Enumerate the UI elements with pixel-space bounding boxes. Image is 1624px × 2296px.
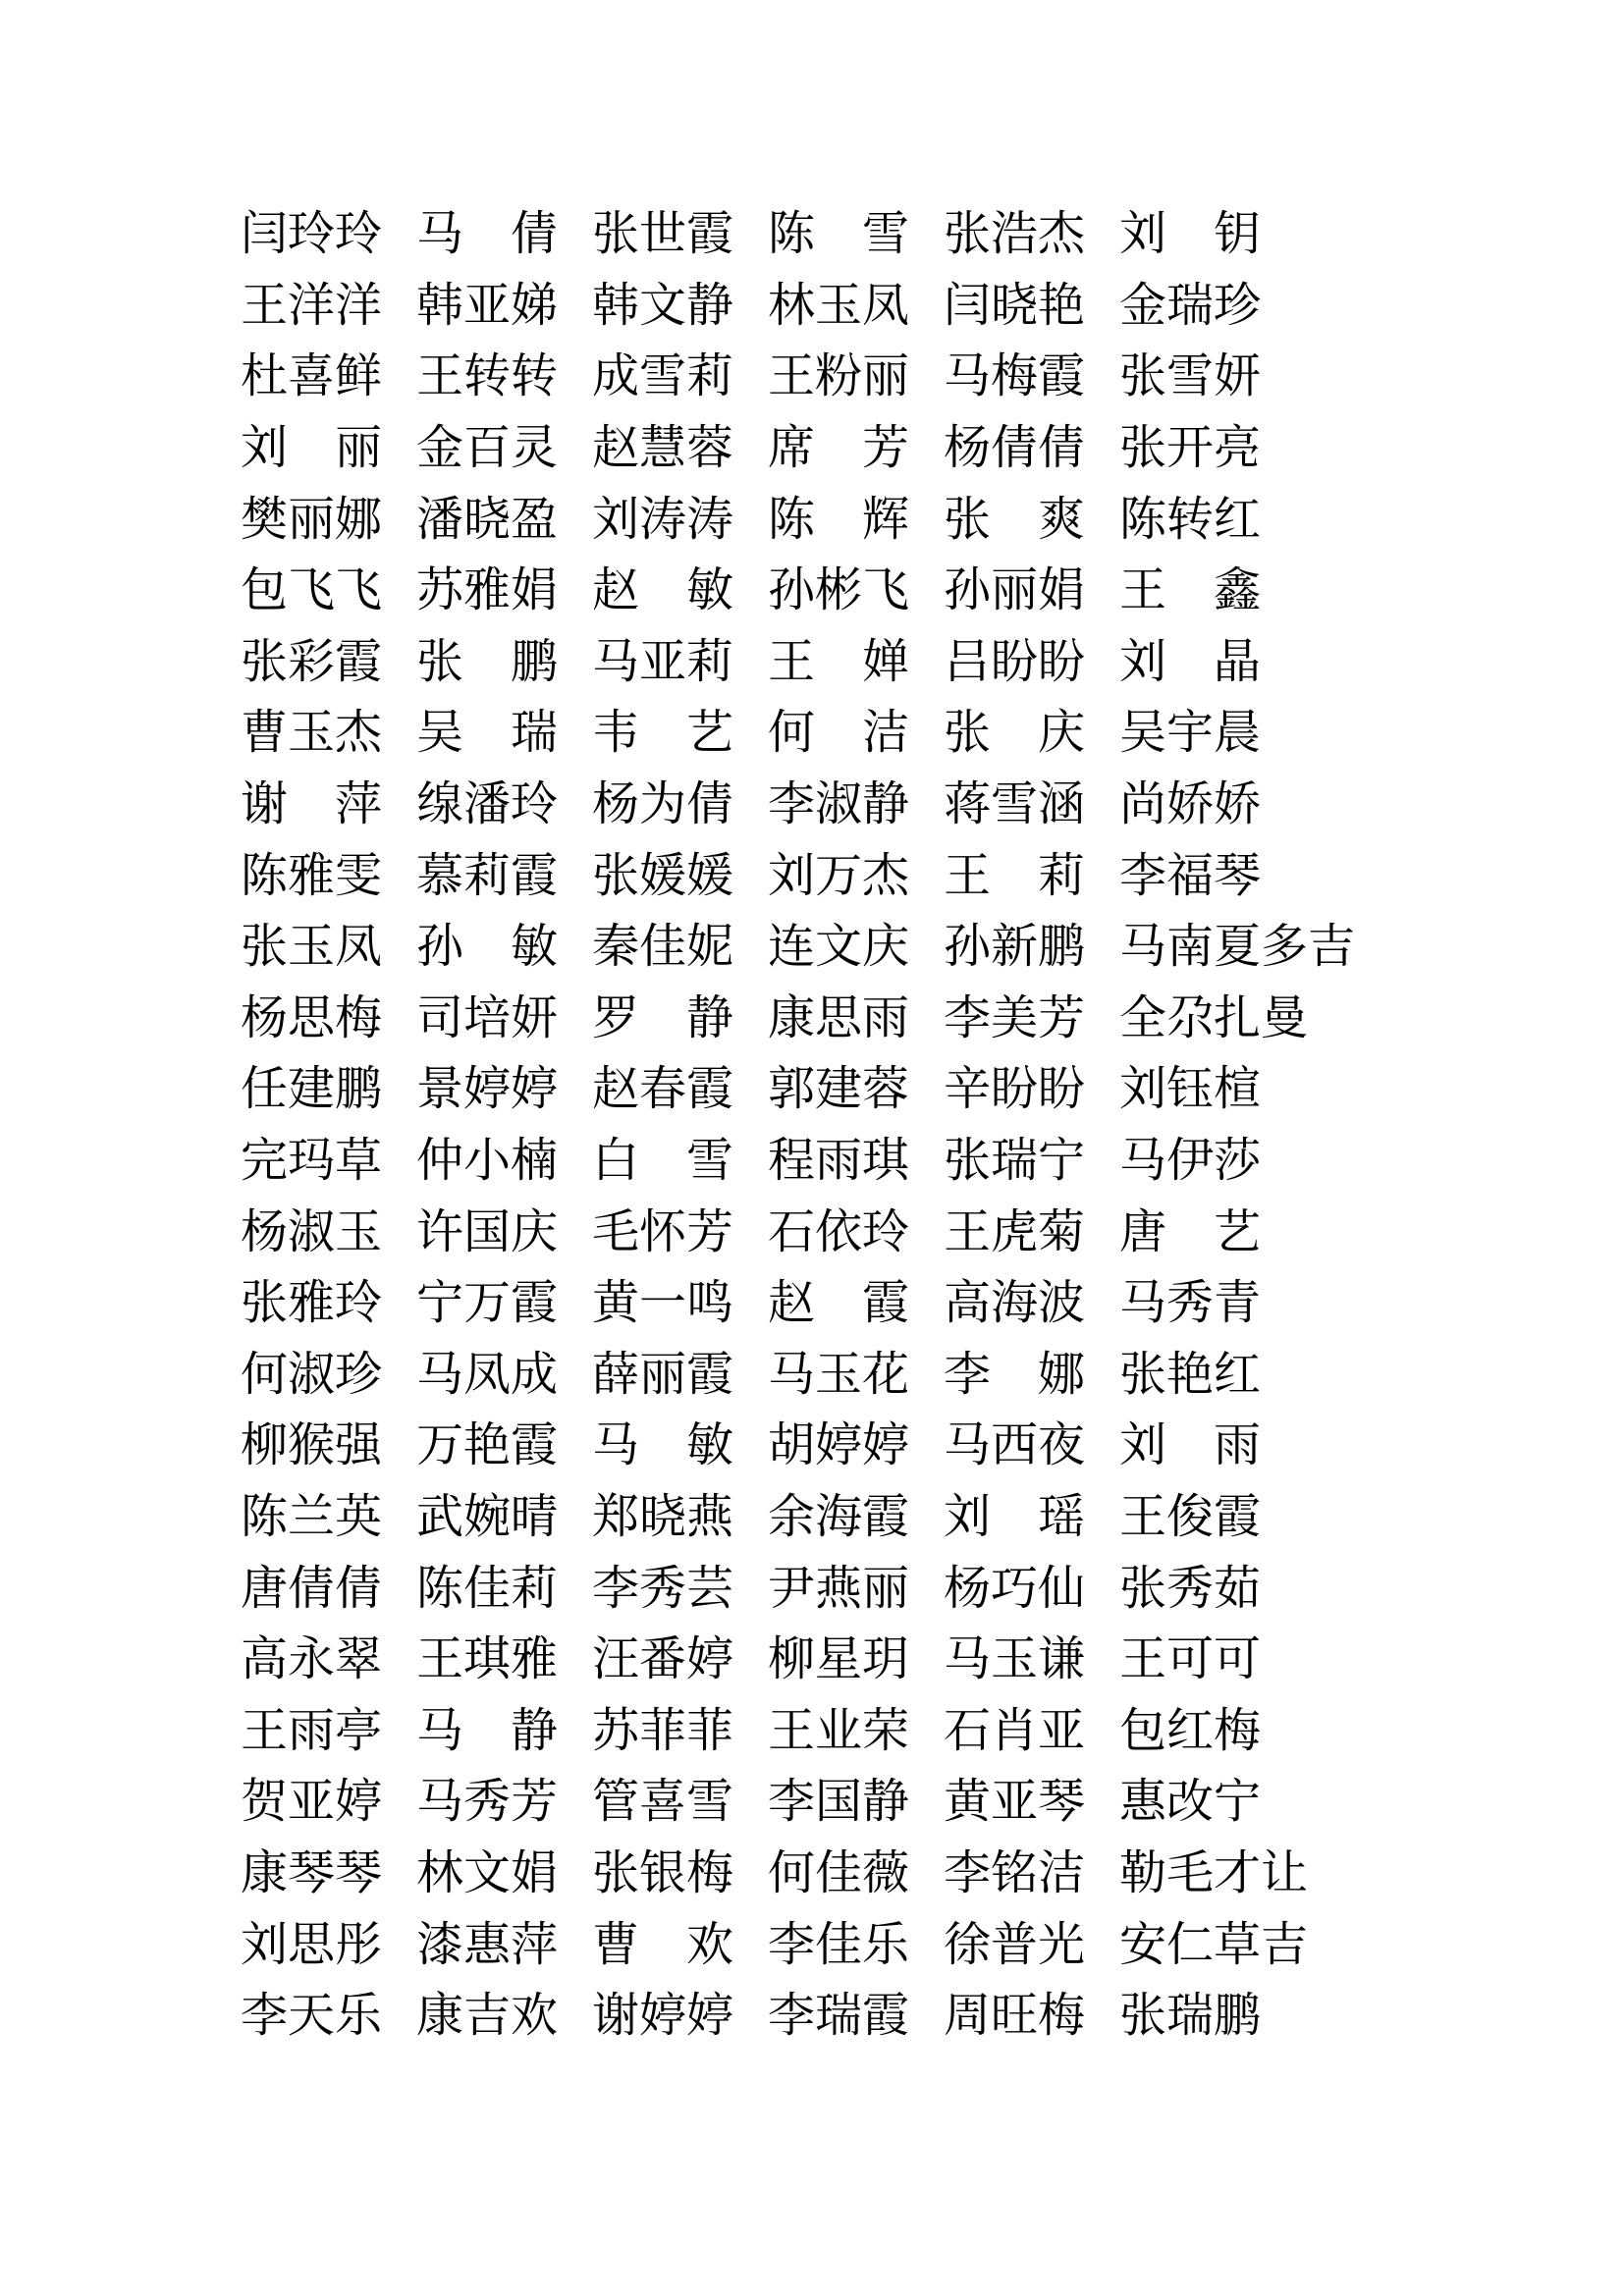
person-name: 赵春霞 [592, 1063, 734, 1116]
name-row [241, 770, 1355, 841]
person-name: 康琴琴 [241, 1846, 383, 1899]
person-name: 李秀芸 [592, 1562, 734, 1615]
person-name: 宁万霞 [416, 1277, 559, 1330]
person-name: 陈转红 [1119, 493, 1262, 546]
person-name: 席芳 [768, 422, 909, 475]
person-name: 周旺梅 [944, 1990, 1086, 2043]
person-name: 蒋雪涵 [944, 778, 1086, 831]
person-name: 赵霞 [768, 1277, 909, 1330]
person-name: 刘丽 [241, 422, 382, 475]
person-name: 马秀青 [1119, 1277, 1262, 1330]
person-name: 高海波 [944, 1277, 1086, 1330]
person-name: 刘钥 [1119, 208, 1261, 261]
person-name: 谢婷婷 [592, 1990, 734, 2043]
person-name: 刘钰楦 [1119, 1063, 1262, 1116]
person-name: 马倩 [416, 208, 558, 261]
person-name: 张浩杰 [944, 208, 1086, 261]
name-row [241, 484, 1355, 556]
name-row [241, 1767, 1355, 1839]
person-name: 汪番婷 [592, 1633, 734, 1686]
person-name: 黄一鸣 [592, 1277, 734, 1330]
person-name: 石依玲 [768, 1205, 910, 1258]
person-name: 马西夜 [944, 1419, 1086, 1472]
name-row [241, 1909, 1355, 1981]
name-row [241, 840, 1355, 912]
person-name: 马秀芳 [416, 1776, 559, 1829]
person-name: 王琪雅 [416, 1633, 559, 1686]
person-name: 景婷婷 [416, 1063, 559, 1116]
person-name: 马伊莎 [1119, 1135, 1262, 1188]
name-row [241, 1054, 1355, 1126]
person-name: 勒毛才让 [1119, 1846, 1309, 1899]
person-name: 张庆 [944, 707, 1085, 760]
person-name: 柳猴强 [241, 1419, 383, 1472]
person-name: 刘涛涛 [592, 493, 734, 546]
person-name: 司培妍 [416, 991, 559, 1044]
person-name: 漆惠萍 [416, 1918, 559, 1971]
person-name: 张爽 [944, 493, 1085, 546]
person-name: 黄亚琴 [944, 1776, 1086, 1829]
person-name: 王莉 [944, 849, 1085, 902]
person-name: 赵慧蓉 [592, 422, 734, 475]
name-row [241, 1197, 1355, 1268]
person-name: 张世霞 [592, 208, 734, 261]
person-name: 全尕扎曼 [1119, 991, 1309, 1044]
person-name: 李瑞霞 [768, 1990, 910, 2043]
name-row [241, 627, 1355, 699]
person-name: 徐普光 [944, 1918, 1086, 1971]
person-name: 罗静 [592, 991, 733, 1044]
person-name: 孙彬飞 [768, 564, 910, 617]
person-name: 惠改宁 [1119, 1776, 1262, 1829]
person-name: 仲小楠 [416, 1135, 559, 1188]
name-row [241, 984, 1355, 1055]
person-name: 孙丽娟 [944, 564, 1086, 617]
name-row [241, 1411, 1355, 1482]
person-name: 吴宇晨 [1119, 707, 1262, 760]
person-name: 张雅玲 [241, 1277, 383, 1330]
name-row [241, 413, 1355, 485]
person-name: 张艳红 [1119, 1348, 1262, 1401]
person-name: 王粉丽 [768, 350, 910, 403]
person-name: 缐潘玲 [416, 778, 559, 831]
person-name: 贺亚婷 [241, 1776, 383, 1829]
person-name: 包飞飞 [241, 564, 383, 617]
person-name: 王业荣 [768, 1704, 910, 1757]
person-name: 马亚莉 [592, 635, 734, 688]
person-name: 王鑫 [1119, 564, 1261, 617]
person-name: 王洋洋 [241, 279, 383, 332]
person-name: 尹燕丽 [768, 1562, 910, 1615]
person-name: 张玉凤 [241, 921, 383, 974]
person-name: 李娜 [944, 1348, 1085, 1401]
person-name: 石肖亚 [944, 1704, 1086, 1757]
person-name: 马玉谦 [944, 1633, 1086, 1686]
person-name: 白雪 [592, 1135, 733, 1188]
person-name: 李福琴 [1119, 849, 1262, 902]
person-name: 郭建蓉 [768, 1063, 910, 1116]
person-name: 马南夏多吉 [1119, 921, 1356, 974]
person-name: 杨倩倩 [944, 422, 1086, 475]
person-name: 张开亮 [1119, 422, 1262, 475]
person-name: 张瑞宁 [944, 1135, 1086, 1188]
name-row [241, 1126, 1355, 1198]
name-row [241, 556, 1355, 627]
name-row [241, 1695, 1355, 1767]
person-name: 刘思彤 [241, 1918, 383, 1971]
person-name: 完玛草 [241, 1135, 383, 1188]
person-name: 曹玉杰 [241, 707, 383, 760]
person-name: 闫晓艳 [944, 279, 1086, 332]
person-name: 李淑静 [768, 778, 910, 831]
person-name: 万艳霞 [416, 1419, 559, 1472]
person-name: 杨思梅 [241, 991, 383, 1044]
person-name: 杨淑玉 [241, 1205, 383, 1258]
person-name: 康思雨 [768, 991, 910, 1044]
person-name: 韦艺 [592, 707, 733, 760]
person-name: 韩文静 [592, 279, 734, 332]
name-row [241, 1553, 1355, 1625]
name-row [241, 199, 1355, 271]
person-name: 王转转 [416, 350, 559, 403]
person-name: 张雪妍 [1119, 350, 1262, 403]
person-name: 马梅霞 [944, 350, 1086, 403]
person-name: 曹欢 [592, 1918, 733, 1971]
person-name: 张鹏 [416, 635, 558, 688]
person-name: 杨为倩 [592, 778, 734, 831]
person-name: 金瑞珍 [1119, 279, 1262, 332]
person-name: 何佳薇 [768, 1846, 910, 1899]
name-row [241, 271, 1355, 343]
name-row [241, 1839, 1355, 1910]
person-name: 樊丽娜 [241, 493, 383, 546]
person-name: 刘万杰 [768, 849, 910, 902]
person-name: 尚娇娇 [1119, 778, 1262, 831]
person-name: 林玉凤 [768, 279, 910, 332]
person-name: 毛怀芳 [592, 1205, 734, 1258]
person-name: 康吉欢 [416, 1990, 559, 2043]
person-name: 李佳乐 [768, 1918, 910, 1971]
person-name: 慕莉霞 [416, 849, 559, 902]
person-name: 高永翠 [241, 1633, 383, 1686]
person-name: 任建鹏 [241, 1063, 383, 1116]
name-row [241, 1482, 1355, 1554]
person-name: 陈佳莉 [416, 1562, 559, 1615]
person-name: 王可可 [1119, 1633, 1262, 1686]
person-name: 薛丽霞 [592, 1348, 734, 1401]
person-name: 程雨琪 [768, 1135, 910, 1188]
person-name: 陈雪 [768, 208, 909, 261]
person-name: 李国静 [768, 1776, 910, 1829]
person-name: 包红梅 [1119, 1704, 1262, 1757]
name-row [241, 698, 1355, 770]
person-name: 余海霞 [768, 1490, 910, 1543]
name-row [241, 1340, 1355, 1412]
person-name: 张秀茹 [1119, 1562, 1262, 1615]
person-name: 武婉晴 [416, 1490, 559, 1543]
name-grid [241, 199, 1355, 2052]
person-name: 何洁 [768, 707, 909, 760]
person-name: 柳星玥 [768, 1633, 910, 1686]
person-name: 张媛媛 [592, 849, 734, 902]
person-name: 李天乐 [241, 1990, 383, 2043]
person-name: 成雪莉 [592, 350, 734, 403]
person-name: 马敏 [592, 1419, 733, 1472]
person-name: 秦佳妮 [592, 921, 734, 974]
person-name: 刘雨 [1119, 1419, 1261, 1472]
name-row [241, 1268, 1355, 1340]
person-name: 唐倩倩 [241, 1562, 383, 1615]
person-name: 刘晶 [1119, 635, 1261, 688]
person-name: 谢萍 [241, 778, 382, 831]
person-name: 潘晓盈 [416, 493, 559, 546]
person-name: 孙新鹏 [944, 921, 1086, 974]
person-name: 杜喜鲜 [241, 350, 383, 403]
person-name: 林文娟 [416, 1846, 559, 1899]
person-name: 王婵 [768, 635, 909, 688]
person-name: 苏雅娟 [416, 564, 559, 617]
name-row [241, 912, 1355, 984]
person-name: 许国庆 [416, 1205, 559, 1258]
person-name: 王雨亭 [241, 1704, 383, 1757]
person-name: 刘瑶 [944, 1490, 1085, 1543]
person-name: 马玉花 [768, 1348, 910, 1401]
person-name: 张银梅 [592, 1846, 734, 1899]
person-name: 王俊霞 [1119, 1490, 1262, 1543]
person-name: 何淑珍 [241, 1348, 383, 1401]
person-name: 杨巧仙 [944, 1562, 1086, 1615]
person-name: 吴瑞 [416, 707, 558, 760]
person-name: 赵敏 [592, 564, 733, 617]
person-name: 安仁草吉 [1119, 1918, 1309, 1971]
person-name: 胡婷婷 [768, 1419, 910, 1472]
person-name: 吕盼盼 [944, 635, 1086, 688]
person-name: 李铭洁 [944, 1846, 1086, 1899]
person-name: 郑晓燕 [592, 1490, 734, 1543]
person-name: 连文庆 [768, 921, 910, 974]
person-name: 李美芳 [944, 991, 1086, 1044]
person-name: 陈辉 [768, 493, 909, 546]
person-name: 马凤成 [416, 1348, 559, 1401]
person-name: 闫玲玲 [241, 208, 383, 261]
person-name: 王虎菊 [944, 1205, 1086, 1258]
person-name: 唐艺 [1119, 1205, 1261, 1258]
person-name: 陈兰英 [241, 1490, 383, 1543]
name-row [241, 1981, 1355, 2053]
person-name: 孙敏 [416, 921, 558, 974]
person-name: 韩亚娣 [416, 279, 559, 332]
person-name: 辛盼盼 [944, 1063, 1086, 1116]
person-name: 张彩霞 [241, 635, 383, 688]
name-row [241, 1625, 1355, 1696]
person-name: 马静 [416, 1704, 558, 1757]
person-name: 张瑞鹏 [1119, 1990, 1262, 2043]
person-name: 陈雅雯 [241, 849, 383, 902]
person-name: 管喜雪 [592, 1776, 734, 1829]
person-name: 金百灵 [416, 422, 559, 475]
person-name: 苏菲菲 [592, 1704, 734, 1757]
name-row [241, 342, 1355, 413]
